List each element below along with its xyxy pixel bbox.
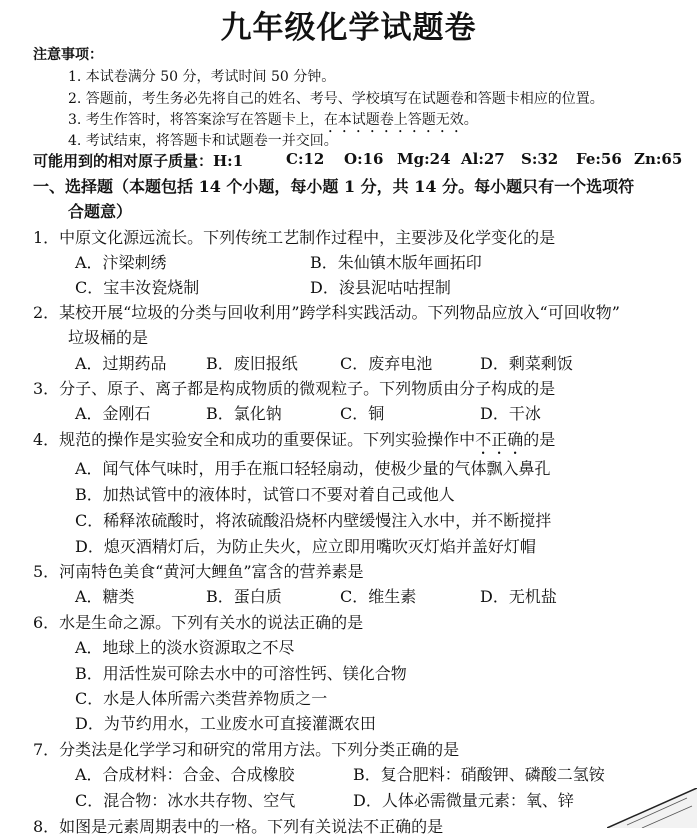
question-6-option-d: D．为节约用水，工业废水可直接灌溉农田 <box>75 714 376 733</box>
question-1-option-a: A．汴梁刺绣 <box>75 253 167 272</box>
mass-fe: Fe:56 <box>576 150 622 168</box>
question-1-option-d: D．浚县泥咕咕捏制 <box>310 278 451 297</box>
question-7-stem: 7．分类法是化学学习和研究的常用方法。下列分类正确的是 <box>33 740 460 759</box>
question-4-option-d: D．熄灭酒精灯后，为防止失火，应立即用嘴吹灭灯焰并盖好灯帽 <box>75 537 536 556</box>
question-3-stem: 3．分子、原子、离子都是构成物质的微观粒子。下列物质由分子构成的是 <box>33 379 556 398</box>
question-2-stem-cont: 垃圾桶的是 <box>68 328 149 347</box>
mass-zn: Zn:65 <box>634 150 683 168</box>
question-2-option-a: A．过期药品 <box>75 354 167 373</box>
section-heading: 一、选择题（本题包括 14 个小题，每小题 1 分，共 14 分。每小题只有一个选项符 <box>33 177 635 196</box>
notice-item-4: 4. 考试结束，将答题卡和试题卷一并交回。 <box>68 133 338 149</box>
mass-s: S:32 <box>521 150 559 168</box>
question-4-option-b: B．加热试管中的液体时，试管口不要对着自己或他人 <box>75 485 455 504</box>
mass-al: Al:27 <box>461 150 505 168</box>
question-3-option-d: D．干冰 <box>480 404 541 423</box>
page-title: 九年级化学试题卷 <box>220 10 477 46</box>
mass-mg: Mg:24 <box>397 150 451 168</box>
mass-c: C:12 <box>286 150 325 168</box>
question-4-stem-emphasis: 不正确 <box>475 430 524 449</box>
page-corner-fold <box>607 788 697 828</box>
question-6-option-a: A．地球上的淡水资源取之不尽 <box>75 638 295 657</box>
question-1-option-c: C．宝丰汝瓷烧制 <box>75 278 200 297</box>
notice-item-3-emphasis: 在本试题卷上答题无效。 <box>323 112 478 128</box>
question-2-option-c: C．废弃电池 <box>340 354 433 373</box>
notice-item-1: 1. 本试卷满分 50 分，考试时间 50 分钟。 <box>68 69 336 85</box>
question-3-option-b: B．氯化钠 <box>206 404 282 423</box>
question-3-option-c: C．铜 <box>340 404 385 423</box>
question-6-option-b: B．用活性炭可除去水中的可溶性钙、镁化合物 <box>75 664 407 683</box>
question-4-option-c: C．稀释浓硫酸时，将浓硫酸沿烧杯内壁缓慢注入水中，并不断搅拌 <box>75 511 552 530</box>
question-6-option-c: C．水是人体所需六类营养物质之一 <box>75 689 328 708</box>
question-7-option-b: B．复合肥料：硝酸钾、磷酸二氢铵 <box>353 765 605 784</box>
question-4-option-a: A．闻气体气味时，用手在瓶口轻轻扇动，使极少量的气体飘入鼻孔 <box>75 459 551 478</box>
notice-heading: 注意事项： <box>33 47 103 63</box>
mass-o: O:16 <box>344 150 384 168</box>
question-4-stem <box>33 427 555 458</box>
question-5-option-c: C．维生素 <box>340 587 417 606</box>
section-heading-cont: 合题意） <box>68 202 133 221</box>
question-7-option-a: A．合成材料：合金、合成橡胶 <box>75 765 295 784</box>
question-5-option-d: D．无机盐 <box>480 587 557 606</box>
question-2-stem: 2．某校开展“垃圾的分类与回收利用”跨学科实践活动。下列物品应放入“可回收物” <box>33 303 620 322</box>
question-3-option-a: A．金刚石 <box>75 404 151 423</box>
question-4-stem-end: 的是 <box>523 430 556 449</box>
question-7-option-d: D．人体必需微量元素：氧、锌 <box>353 791 574 810</box>
notice-item-2: 2. 答题前，考生务必先将自己的姓名、考号、学校填写在试题卷和答题卡相应的位置。 <box>68 91 604 107</box>
question-2-option-b: B．废旧报纸 <box>206 354 298 373</box>
question-1-stem: 1．中原文化源远流长。下列传统工艺制作过程中，主要涉及化学变化的是 <box>33 228 556 247</box>
question-5-stem: 5．河南特色美食“黄河大鲤鱼”富含的营养素是 <box>33 562 364 581</box>
question-6-stem: 6．水是生命之源。下列有关水的说法正确的是 <box>33 613 364 632</box>
question-5-option-b: B．蛋白质 <box>206 587 282 606</box>
notice-item-3-text: 3. 考生作答时，将答案涂写在答题卡上， <box>68 112 324 128</box>
question-5-option-a: A．糖类 <box>75 587 135 606</box>
question-8-stem: 8．如图是元素周期表中的一格。下列有关说法不正确的是 <box>33 817 444 836</box>
question-1-option-b: B．朱仙镇木版年画拓印 <box>310 253 482 272</box>
question-7-option-c: C．混合物：冰水共存物、空气 <box>75 791 296 810</box>
atomic-masses-label: 可能用到的相对原子质量：H:1 <box>33 152 244 170</box>
question-4-stem-text: 4．规范的操作是实验安全和成功的重要保证。下列实验操作中 <box>33 430 476 449</box>
question-2-option-d: D．剩菜剩饭 <box>480 354 573 373</box>
